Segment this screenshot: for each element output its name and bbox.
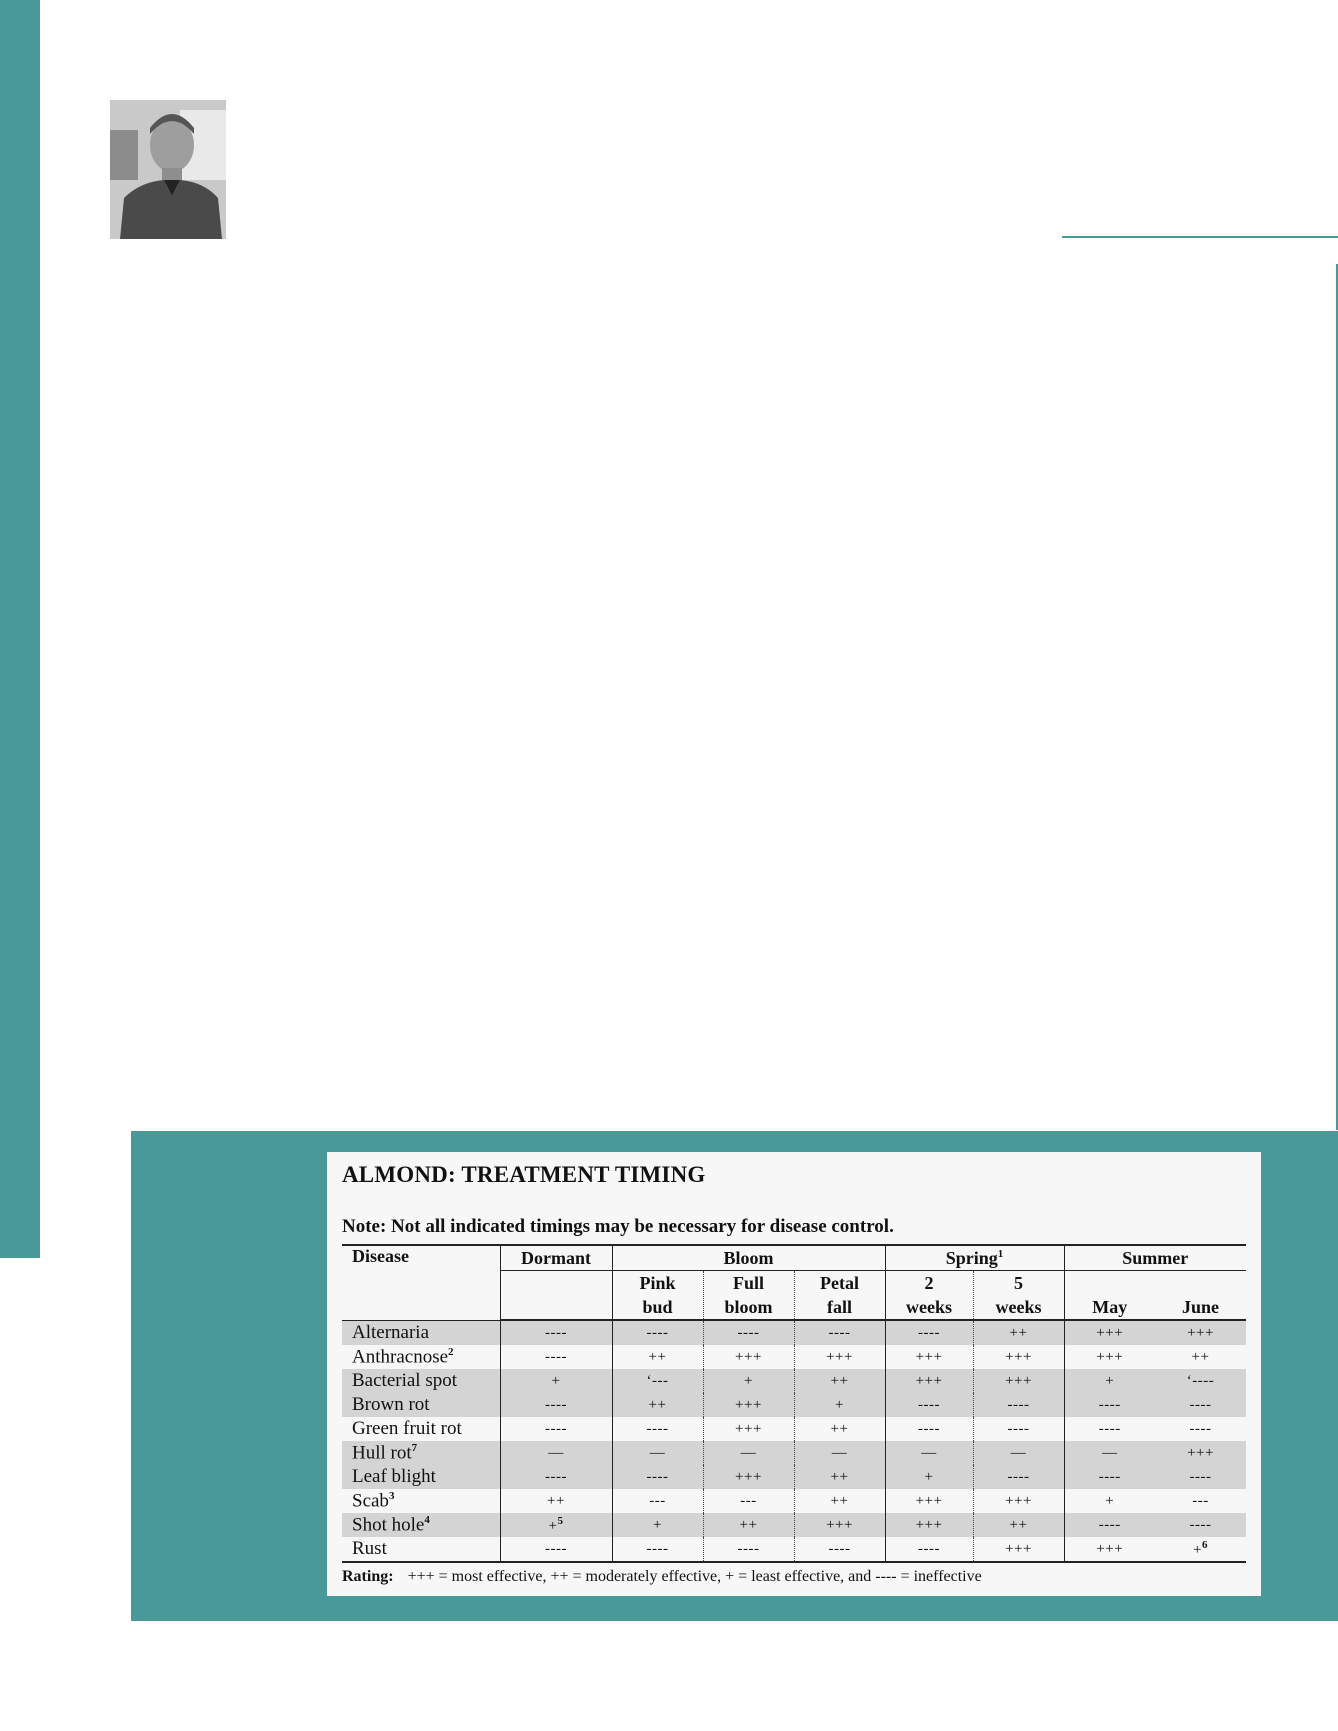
rating-cell: +++: [885, 1489, 973, 1513]
header-full-bloom: Full bloom: [703, 1271, 794, 1321]
rating-cell: ++: [612, 1345, 703, 1369]
rating-cell: ----: [1155, 1465, 1246, 1489]
table-title: ALMOND: TREATMENT TIMING: [342, 1162, 706, 1187]
rating-cell: +++: [703, 1393, 794, 1417]
rating-cell: ----: [973, 1417, 1064, 1441]
author-photo: [110, 100, 226, 239]
rating-cell: +: [703, 1369, 794, 1393]
header-dormant: Dormant: [500, 1245, 612, 1271]
rating-cell: ++: [794, 1489, 885, 1513]
table-row: [342, 1489, 1246, 1513]
rating-text: +++ = most effective, ++ = moderately effective, + = least effective, and ---- = ineffective: [407, 1568, 982, 1585]
header-spring-label: Spring: [945, 1247, 998, 1268]
rating-cell: ----: [1064, 1513, 1155, 1537]
table-row: [342, 1320, 1246, 1345]
table-row: [342, 1513, 1246, 1537]
rating-cell: ----: [794, 1537, 885, 1562]
rating-cell: +++: [973, 1345, 1064, 1369]
rating-label: Rating:: [342, 1568, 394, 1585]
header-june: June: [1155, 1271, 1246, 1321]
table-row: [342, 1441, 1246, 1465]
rating-cell: —: [885, 1441, 973, 1465]
rating-cell: ----: [500, 1393, 612, 1417]
rating-cell: +++: [1155, 1441, 1246, 1465]
rating-cell: ++: [794, 1369, 885, 1393]
rating-cell: +++: [703, 1345, 794, 1369]
rating-cell: ----: [612, 1465, 703, 1489]
disease-name: Brown rot: [342, 1393, 500, 1417]
rating-cell: +++: [885, 1513, 973, 1537]
header-may: May: [1064, 1271, 1155, 1321]
rating-cell: +++: [703, 1465, 794, 1489]
header-petal-fall: Petal fall: [794, 1271, 885, 1321]
disease-name: Scab$^3$: [352, 1489, 395, 1512]
rating-cell: —: [500, 1441, 612, 1465]
disease-name: Anthracnose$^2$: [352, 1345, 454, 1368]
rating-cell: +++: [885, 1345, 973, 1369]
rating-cell: ++: [973, 1513, 1064, 1537]
rating-cell: ----: [1155, 1513, 1246, 1537]
rating-cell: ----: [885, 1537, 973, 1562]
rating-cell: ----: [500, 1537, 612, 1562]
rating-cell: ++: [703, 1513, 794, 1537]
rating-legend: [342, 1568, 982, 1586]
disease-name: Bacterial spot: [342, 1369, 500, 1393]
rating-cell: ----: [1189, 1420, 1212, 1437]
left-accent-bar: [0, 0, 40, 1258]
rating-cell: ++: [612, 1393, 703, 1417]
rating-cell: —: [973, 1441, 1064, 1465]
rating-cell: ----: [1155, 1393, 1246, 1417]
rating-cell: +$^6$: [1155, 1537, 1246, 1562]
rating-cell: +: [794, 1393, 885, 1417]
rating-cell: +++: [973, 1489, 1064, 1513]
header-disease: Disease: [342, 1245, 500, 1320]
rating-cell: +++: [973, 1369, 1064, 1393]
rating-cell: ---: [703, 1489, 794, 1513]
rating-cell: +++: [1064, 1345, 1155, 1369]
rating-cell: +++: [703, 1417, 794, 1441]
rating-cell: +$^5$: [500, 1513, 612, 1537]
header-spring: [885, 1245, 1064, 1271]
rating-cell: ----: [612, 1320, 703, 1345]
table-row: [342, 1417, 1246, 1441]
header-spring-footnote: 1: [997, 1247, 1004, 1260]
rating-cell: +: [1064, 1489, 1155, 1513]
disease-name: Leaf blight: [342, 1465, 500, 1489]
table-row: [342, 1345, 1246, 1369]
rating-cell: +++: [1155, 1320, 1246, 1345]
rating-cell: ----: [1064, 1465, 1155, 1489]
rating-cell: ----: [794, 1320, 885, 1345]
table-row: [342, 1537, 1246, 1562]
rating-cell: +: [885, 1465, 973, 1489]
top-rule: [1062, 236, 1338, 238]
rating-cell: ---: [612, 1489, 703, 1513]
rating-cell: ++: [500, 1489, 612, 1513]
disease-name: Green fruit rot: [352, 1418, 462, 1439]
rating-cell: —: [612, 1441, 703, 1465]
table-row: [342, 1393, 1246, 1417]
rating-cell: ----: [973, 1393, 1064, 1417]
rating-cell: ----: [703, 1320, 794, 1345]
rating-cell: +++: [1064, 1537, 1155, 1562]
rating-cell: ----: [885, 1320, 973, 1345]
rating-cell: ----: [500, 1345, 612, 1369]
rating-cell: +: [612, 1513, 703, 1537]
disease-name: Alternaria: [342, 1320, 500, 1345]
table-row: [342, 1369, 1246, 1393]
rating-cell: ++: [973, 1320, 1064, 1345]
rating-cell: ++: [1191, 1348, 1210, 1365]
rating-cell: ‘---: [612, 1369, 703, 1393]
rating-cell: —: [1064, 1441, 1155, 1465]
rating-cell: ---: [1192, 1492, 1209, 1509]
rating-cell: +++: [794, 1345, 885, 1369]
rating-cell: ++: [794, 1417, 885, 1441]
header-pink-bud: Pink bud: [612, 1271, 703, 1321]
treatment-timing-table-card: [327, 1152, 1261, 1596]
rating-cell: ----: [500, 1465, 612, 1489]
header-bloom: Bloom: [612, 1245, 885, 1271]
rating-cell: ++: [794, 1465, 885, 1489]
rating-cell: +++: [794, 1513, 885, 1537]
rating-cell: ----: [973, 1465, 1064, 1489]
disease-name: Hull rot$^7$: [342, 1441, 500, 1465]
rating-cell: ----: [703, 1537, 794, 1562]
rating-cell: —: [703, 1441, 794, 1465]
rating-cell: ----: [612, 1417, 703, 1441]
table-row: [342, 1465, 1246, 1489]
rating-cell: ----: [1064, 1417, 1155, 1441]
rating-cell: +: [1064, 1369, 1155, 1393]
rating-cell: +: [500, 1369, 612, 1393]
disease-name: Shot hole$^4$: [342, 1513, 500, 1537]
person-portrait-icon: [110, 100, 226, 239]
rating-cell: +++: [1064, 1320, 1155, 1345]
header-2-weeks: 2 weeks: [885, 1271, 973, 1321]
disease-name: Rust: [342, 1537, 500, 1562]
rating-cell: ----: [500, 1320, 612, 1345]
rating-cell: ----: [885, 1393, 973, 1417]
rating-cell: +++: [885, 1369, 973, 1393]
rating-cell: +++: [973, 1537, 1064, 1562]
rating-cell: ----: [1064, 1393, 1155, 1417]
rating-cell: ----: [612, 1537, 703, 1562]
table-body: [342, 1320, 1246, 1562]
header-summer: Summer: [1064, 1245, 1246, 1271]
rating-cell: —: [794, 1441, 885, 1465]
header-5-weeks: 5 weeks: [973, 1271, 1064, 1321]
rating-cell: ----: [885, 1417, 973, 1441]
table-note: Note: Not all indicated timings may be necessary for disease control.: [342, 1216, 894, 1237]
treatment-table: [342, 1244, 1246, 1563]
header-dormant-sub: [500, 1271, 612, 1321]
rating-cell: ----: [500, 1417, 612, 1441]
rating-cell: ‘----: [1155, 1369, 1246, 1393]
